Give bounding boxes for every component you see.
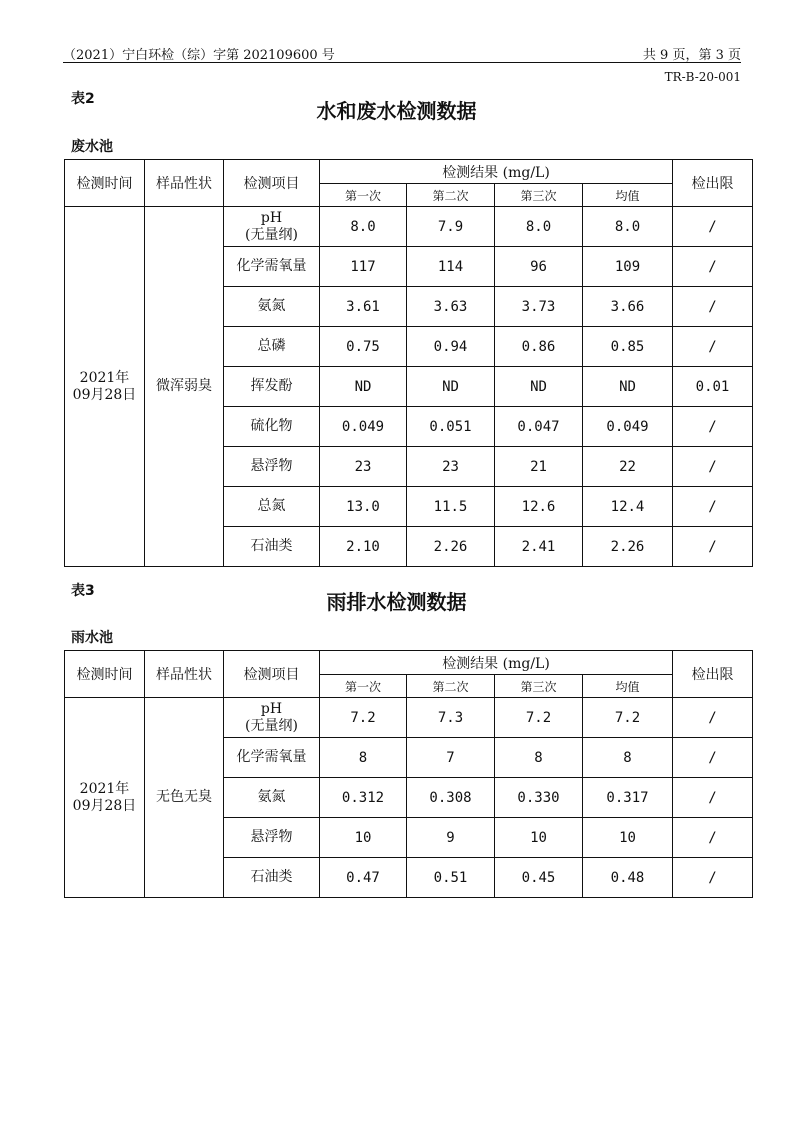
test-item [224,487,320,527]
page-header [63,44,741,64]
result-v3: 10 [495,818,583,858]
sample-date-year: 2021年 [79,369,130,386]
result-v2: 9 [407,818,495,858]
table2-section: 废水池 [71,139,113,155]
test-item-name: 氨氮 [257,298,286,314]
col-item: 检测项目 [224,651,320,698]
result-v2: 7 [407,738,495,778]
result-v1: 0.75 [320,327,407,367]
col-result: 检测结果 (mg/L) [320,651,673,675]
page-counter: 共 9 页，第 3 页 [642,48,741,63]
result-limit: 0.01 [673,367,753,407]
result-v2: 23 [407,447,495,487]
test-item-name: 悬浮物 [250,829,293,845]
sample-state: 无色无臭 [145,698,224,898]
result-v3: 21 [495,447,583,487]
result-v3: 0.86 [495,327,583,367]
result-v3: 3.73 [495,287,583,327]
col-limit: 检出限 [673,160,753,207]
result-mean: 0.049 [583,407,673,447]
result-mean: 2.26 [583,527,673,567]
report-number: （2021）宁白环检（综）字第 202109600 号 [63,48,335,63]
result-limit: / [673,698,753,738]
result-mean: 22 [583,447,673,487]
col-first: 第一次 [320,675,407,698]
col-time: 检测时间 [65,651,145,698]
result-mean: 3.66 [583,287,673,327]
result-limit: / [673,207,753,247]
col-item: 检测项目 [224,160,320,207]
result-v3: 8.0 [495,207,583,247]
document-code: TR-B-20-001 [664,70,741,84]
result-v2: 2.26 [407,527,495,567]
col-limit: 检出限 [673,651,753,698]
header-divider [63,62,741,63]
result-v3: 0.047 [495,407,583,447]
result-limit: / [673,487,753,527]
result-mean: ND [583,367,673,407]
table2-data [64,159,753,567]
result-mean: 109 [583,247,673,287]
sample-date-year: 2021年 [79,780,130,797]
test-item [224,207,320,247]
table3-number: 表3 [71,583,95,599]
result-limit: / [673,447,753,487]
result-v1: ND [320,367,407,407]
test-item [224,447,320,487]
result-v2: 7.9 [407,207,495,247]
test-item [224,527,320,567]
result-limit: / [673,407,753,447]
test-item [224,327,320,367]
result-v2: 114 [407,247,495,287]
result-mean: 8 [583,738,673,778]
test-item [224,247,320,287]
result-v2: ND [407,367,495,407]
test-item [224,698,320,738]
sample-date [65,698,145,898]
col-second: 第二次 [407,675,495,698]
test-item-name: pH [260,209,283,226]
test-item [224,367,320,407]
result-mean: 8.0 [583,207,673,247]
col-result: 检测结果 (mg/L) [320,160,673,184]
table3-section: 雨水池 [71,630,113,646]
result-v1: 23 [320,447,407,487]
result-v1: 2.10 [320,527,407,567]
col-state: 样品性状 [145,160,224,207]
col-second: 第二次 [407,184,495,207]
result-limit: / [673,287,753,327]
result-v2: 0.051 [407,407,495,447]
result-v2: 0.308 [407,778,495,818]
test-item-unit: (无量纲) [245,226,298,243]
test-item-name: 总磷 [257,338,286,354]
result-v3: 96 [495,247,583,287]
col-third: 第三次 [495,184,583,207]
test-item-name: 石油类 [250,869,293,885]
col-time: 检测时间 [65,160,145,207]
result-mean: 7.2 [583,698,673,738]
result-mean: 0.317 [583,778,673,818]
test-item [224,738,320,778]
sample-date-day: 09月28日 [72,386,137,403]
result-limit: / [673,778,753,818]
table3-data [64,650,753,898]
col-mean: 均值 [583,675,673,698]
result-v1: 8 [320,738,407,778]
result-mean: 10 [583,818,673,858]
sample-state: 微浑弱臭 [145,207,224,567]
test-item [224,778,320,818]
table-row [65,698,753,738]
result-v2: 11.5 [407,487,495,527]
result-v1: 117 [320,247,407,287]
table3-title: 雨排水检测数据 [326,590,467,614]
result-v1: 8.0 [320,207,407,247]
test-item [224,818,320,858]
result-limit: / [673,327,753,367]
table2-title: 水和废水检测数据 [316,99,477,123]
result-v1: 0.47 [320,858,407,898]
test-item [224,858,320,898]
result-v3: ND [495,367,583,407]
test-item-name: 石油类 [250,538,293,554]
col-third: 第三次 [495,675,583,698]
test-item-unit: (无量纲) [245,717,298,734]
test-item [224,287,320,327]
result-v3: 0.330 [495,778,583,818]
col-mean: 均值 [583,184,673,207]
result-limit: / [673,527,753,567]
result-limit: / [673,858,753,898]
result-v2: 7.3 [407,698,495,738]
result-v1: 7.2 [320,698,407,738]
col-first: 第一次 [320,184,407,207]
test-item-name: 总氮 [257,498,286,514]
col-state: 样品性状 [145,651,224,698]
result-limit: / [673,818,753,858]
test-item-name: 化学需氧量 [236,749,307,765]
result-v3: 8 [495,738,583,778]
result-mean: 0.48 [583,858,673,898]
sample-date-day: 09月28日 [72,797,137,814]
test-item-name: 悬浮物 [250,458,293,474]
result-limit: / [673,738,753,778]
result-v2: 3.63 [407,287,495,327]
result-mean: 12.4 [583,487,673,527]
test-item-name: 氨氮 [257,789,286,805]
result-v1: 10 [320,818,407,858]
test-item-name: 硫化物 [250,418,293,434]
result-v1: 3.61 [320,287,407,327]
result-v2: 0.94 [407,327,495,367]
table2-number: 表2 [71,91,95,107]
test-item-name: pH [260,700,283,717]
result-v1: 0.049 [320,407,407,447]
result-v3: 12.6 [495,487,583,527]
result-v3: 2.41 [495,527,583,567]
result-mean: 0.85 [583,327,673,367]
result-v2: 0.51 [407,858,495,898]
result-v1: 0.312 [320,778,407,818]
table-row [65,207,753,247]
test-item-name: 化学需氧量 [236,258,307,274]
test-item [224,407,320,447]
result-v3: 7.2 [495,698,583,738]
result-limit: / [673,247,753,287]
result-v1: 13.0 [320,487,407,527]
sample-date [65,207,145,567]
result-v3: 0.45 [495,858,583,898]
test-item-name: 挥发酚 [250,378,293,394]
